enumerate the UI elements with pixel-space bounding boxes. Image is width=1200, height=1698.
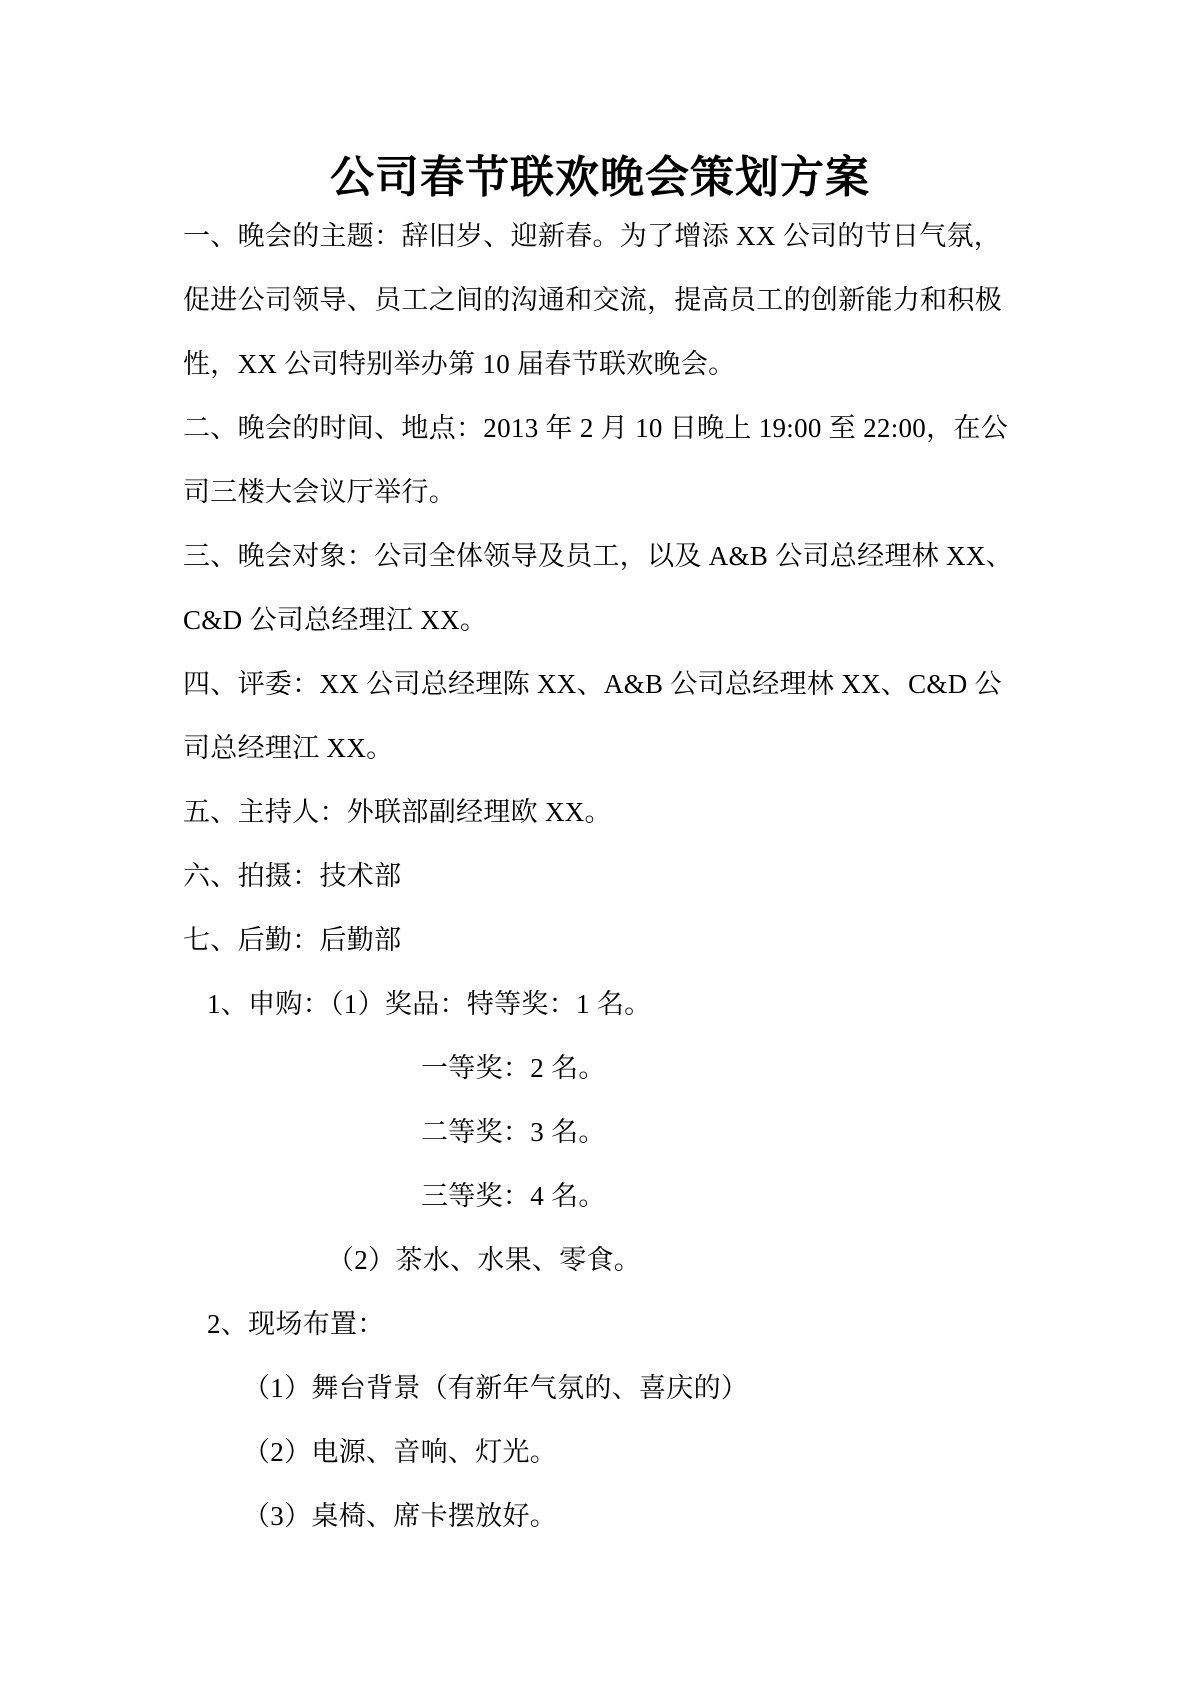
third-prize-line: 三等奖：4 名。 (421, 1181, 606, 1211)
theme-line-3: 性，XX 公司特别举办第 10 届春节联欢晚会。 (183, 349, 736, 379)
power-audio-lighting-line: （2）电源、音响、灯光。 (243, 1437, 558, 1467)
refreshments-line: （2）茶水、水果、零食。 (327, 1245, 642, 1275)
judges-line-2: 司总经理江 XX。 (183, 733, 394, 763)
audience-line-1: 三、晚会对象：公司全体领导及员工，以及 A&B 公司总经理林 XX、 (183, 541, 1013, 571)
time-place-line-1: 二、晚会的时间、地点：2013 年 2 月 10 日晚上 19:00 至 22:00，在公 (183, 413, 1009, 443)
theme-line-1: 一、晚会的主题：辞旧岁、迎新春。为了增添 XX 公司的节日气氛， (183, 221, 1002, 251)
audience-line-2: C&D 公司总经理江 XX。 (183, 605, 488, 635)
judges-line-1: 四、评委：XX 公司总经理陈 XX、A&B 公司总经理林 XX、C&D 公 (183, 669, 1002, 699)
tables-chairs-line: （3）桌椅、席卡摆放好。 (243, 1501, 558, 1531)
theme-line-2: 促进公司领导、员工之间的沟通和交流，提高员工的创新能力和积极 (183, 285, 1002, 315)
host-line: 五、主持人：外联部副经理欧 XX。 (183, 797, 612, 827)
venue-setup-line: 2、现场布置： (207, 1309, 385, 1339)
second-prize-line: 二等奖：3 名。 (421, 1117, 606, 1147)
stage-background-line: （1）舞台背景（有新年气氛的、喜庆的） (243, 1373, 749, 1403)
document-title: 公司春节联欢晚会策划方案 (330, 153, 870, 202)
first-prize-line: 一等奖：2 名。 (421, 1053, 606, 1083)
time-place-line-2: 司三楼大会议厅举行。 (183, 477, 456, 507)
logistics-line: 七、后勤：后勤部 (183, 925, 402, 955)
purchase-prizes-line: 1、申购：（1）奖品：特等奖：1 名。 (207, 989, 652, 1019)
photography-line: 六、拍摄：技术部 (183, 861, 402, 891)
